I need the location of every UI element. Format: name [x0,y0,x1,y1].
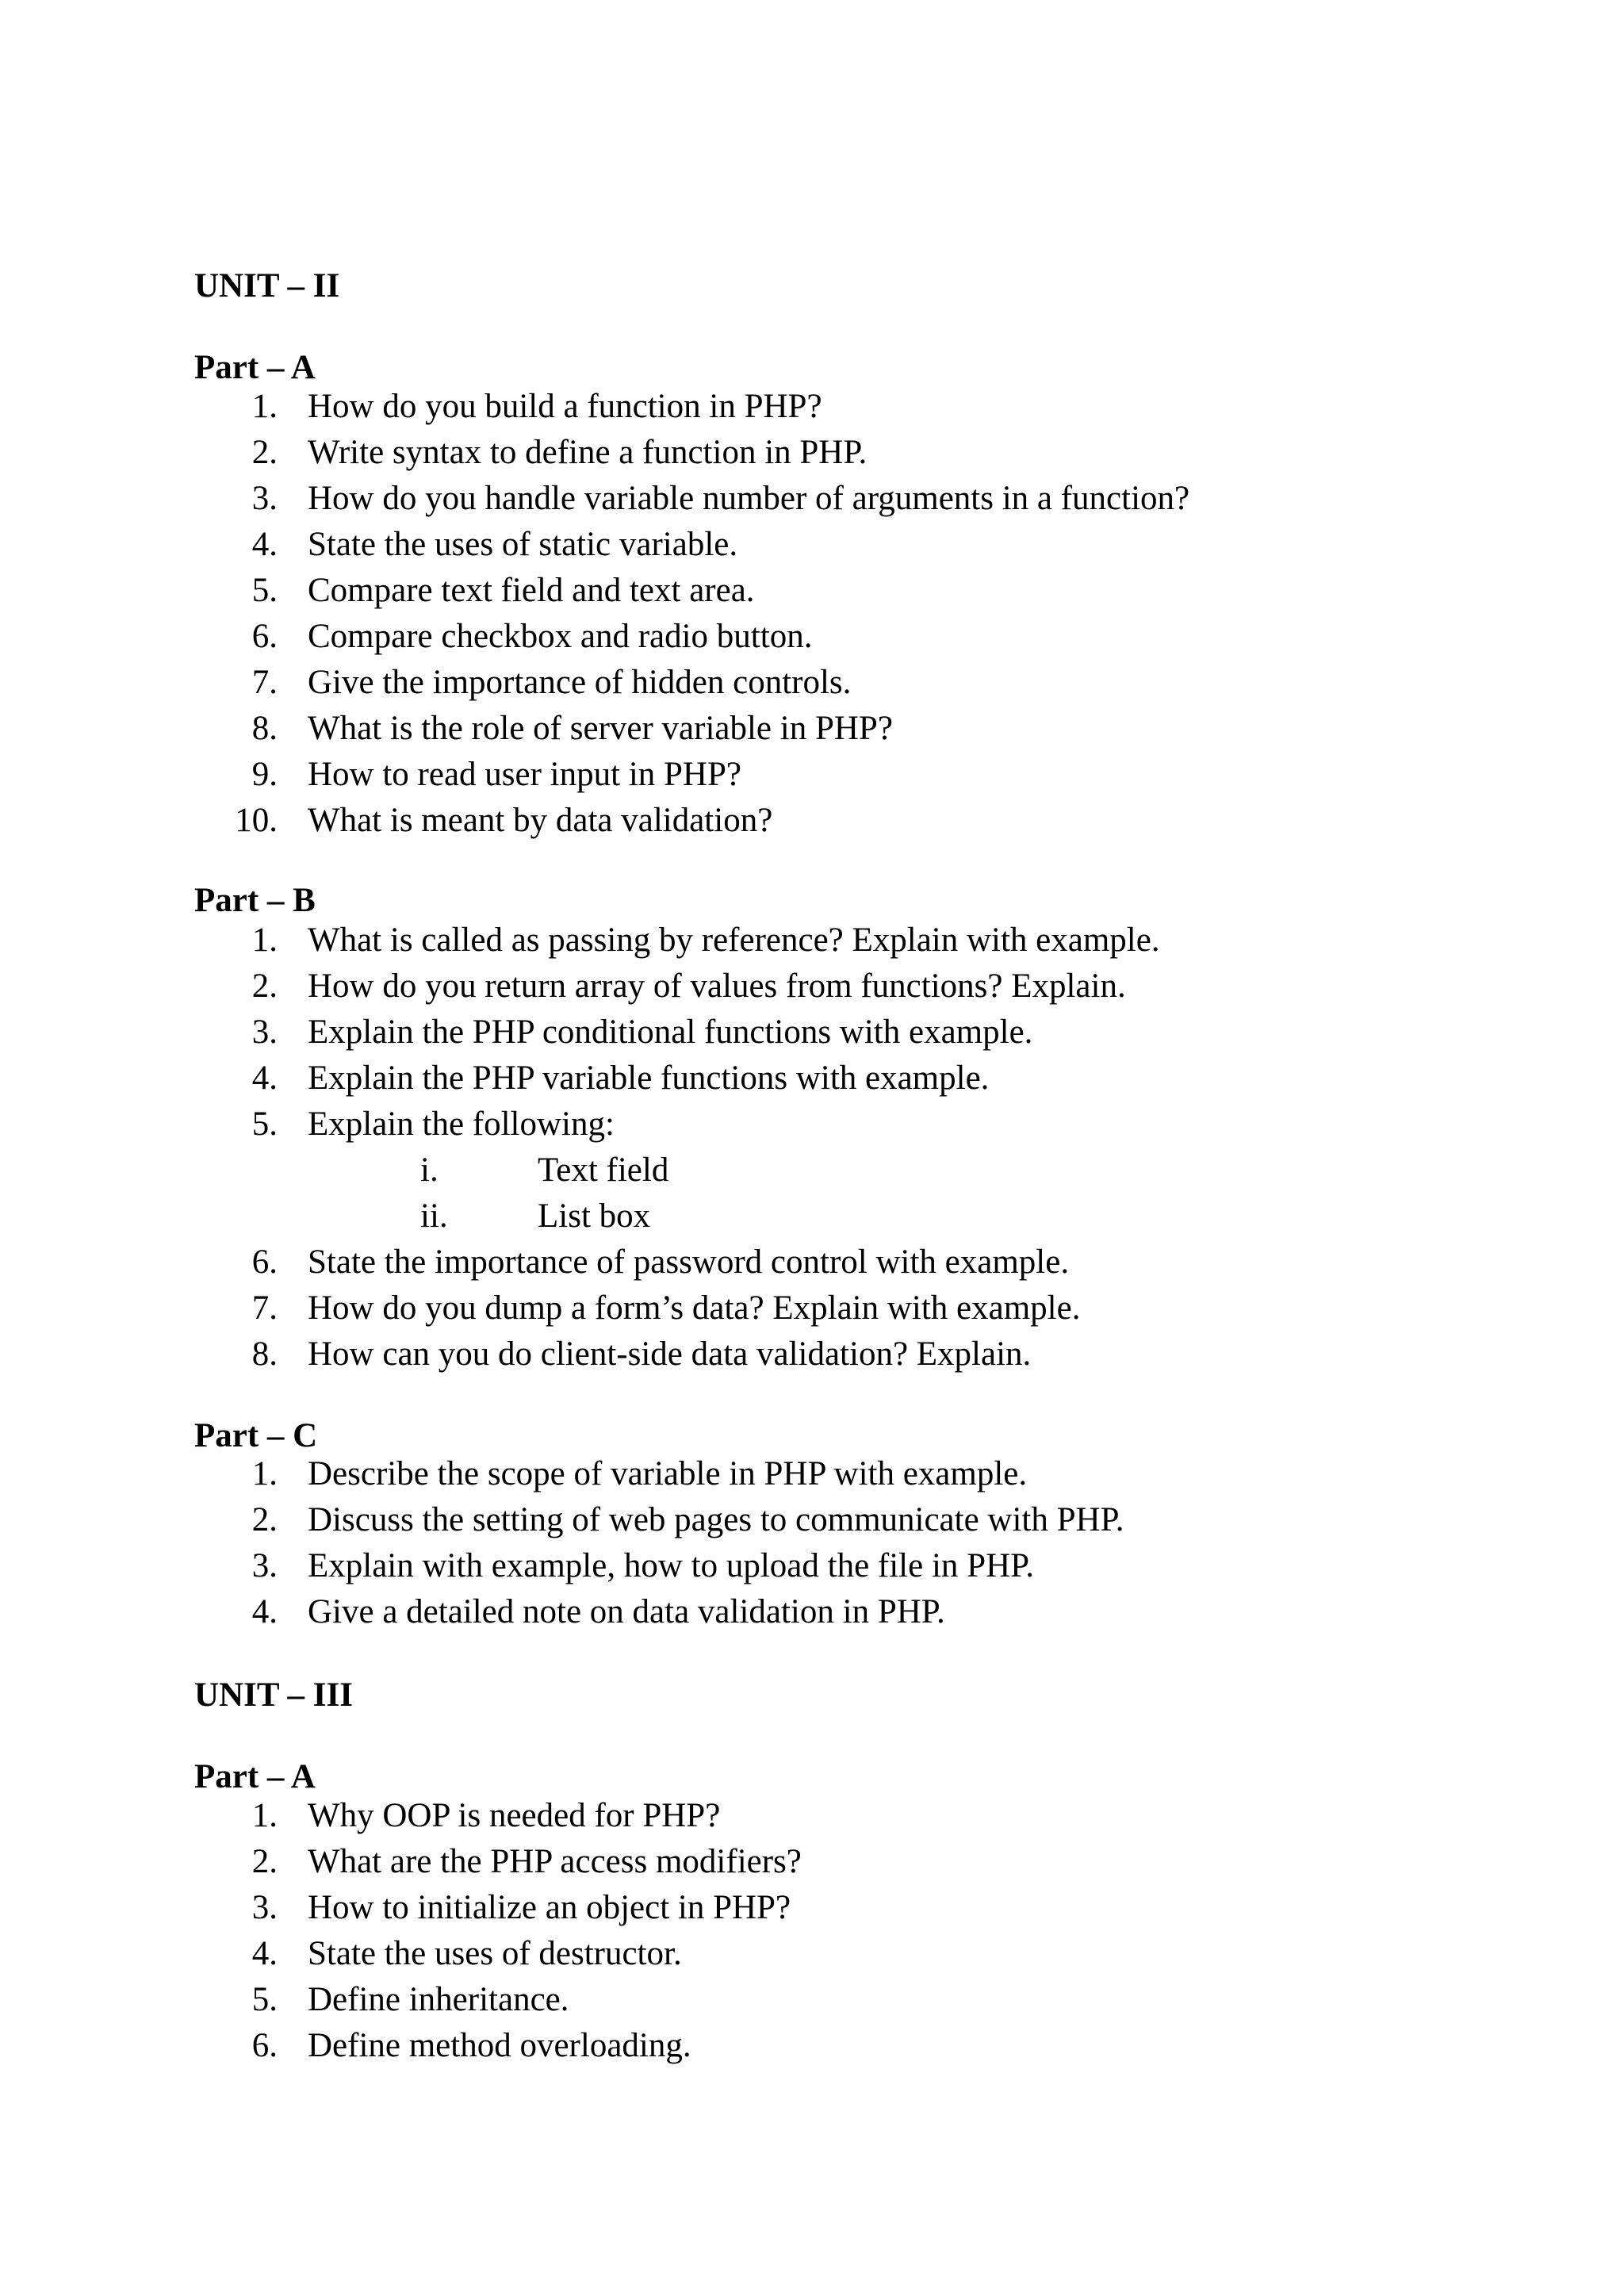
question-number: 1. [251,1455,278,1492]
question-text: How do you build a function in PHP? [308,388,822,425]
question-number: 3. [251,1547,278,1584]
unit-2-part-b-questions-second [0,1239,1624,1377]
question-item [0,1056,1624,1102]
unit-2-part-a-heading: Part – A [194,349,316,386]
question-number: 6. [251,618,278,655]
question-item [0,1839,1624,1885]
question-item [0,2023,1624,2069]
question-text: Explain the following: [308,1105,615,1143]
question-item [0,568,1624,614]
question-number: 9. [251,756,278,793]
question-text: State the importance of password control with example. [308,1243,1070,1281]
question-number: 7. [251,1289,278,1327]
question-text: Compare text field and text area. [308,572,755,609]
question-item [0,918,1624,964]
question-number: 4. [251,526,278,563]
question-text: Discuss the setting of web pages to communicate with PHP. [308,1501,1124,1538]
question-number: 8. [251,710,278,747]
sub-item [0,1148,1624,1193]
question-text: Describe the scope of variable in PHP with example. [308,1455,1028,1492]
question-item [0,430,1624,476]
question-number: 7. [251,664,278,701]
unit-2-part-c-questions [0,1451,1624,1635]
question-number: 5. [251,1105,278,1143]
question-text: Give the importance of hidden controls. [308,664,852,701]
question-text: Explain the PHP conditional functions with example. [308,1013,1033,1051]
question-number: 1. [251,1797,278,1834]
question-number: 10. [235,802,278,839]
question-text: State the uses of static variable. [308,526,738,563]
question-item [0,798,1624,844]
question-item [0,1285,1624,1331]
question-number: 6. [251,1243,278,1281]
question-number: 5. [251,1981,278,2018]
question-text: What is meant by data validation? [308,802,773,839]
question-item [0,1977,1624,2023]
question-item [0,1102,1624,1148]
question-item [0,476,1624,522]
question-text: Write syntax to define a function in PHP. [308,434,868,471]
question-number: 2. [251,434,278,471]
question-text: Give a detailed note on data validation in PHP. [308,1593,945,1630]
question-number: 3. [251,1889,278,1926]
sub-item [0,1193,1624,1239]
question-text: How do you return array of values from functions? Explain. [308,967,1126,1005]
question-number: 8. [251,1335,278,1373]
question-number: 6. [251,2027,278,2064]
question-text: How do you dump a form’s data? Explain with example. [308,1289,1081,1327]
question-text: What is the role of server variable in PHP? [308,710,893,747]
unit-2-part-b-heading: Part – B [194,882,316,919]
unit-2-part-c-heading: Part – C [194,1417,318,1454]
question-text: How to initialize an object in PHP? [308,1889,791,1926]
question-item [0,1239,1624,1285]
question-item [0,614,1624,660]
question-item [0,752,1624,798]
question-number: 3. [251,480,278,517]
question-text: Explain the PHP variable functions with example. [308,1059,990,1097]
question-item [0,1331,1624,1377]
question-text: How do you handle variable number of arguments in a function? [308,480,1190,517]
question-item [0,1885,1624,1931]
question-text: Explain with example, how to upload the file in PHP. [308,1547,1035,1584]
question-item [0,1589,1624,1635]
question-number: 1. [251,921,278,959]
question-item [0,1451,1624,1497]
question-item [0,1497,1624,1543]
question-item [0,706,1624,752]
question-number: 2. [251,1843,278,1880]
question-number: 2. [251,1501,278,1538]
unit-2-part-b-subitems [0,1148,1624,1239]
question-number: 3. [251,1013,278,1051]
unit-3-heading: UNIT – III [194,1676,353,1714]
sub-item-number: i. [420,1151,439,1189]
question-item [0,1010,1624,1056]
question-text: State the uses of destructor. [308,1935,682,1972]
unit-2-part-a-questions [0,384,1624,844]
question-number: 4. [251,1935,278,1972]
question-text: Why OOP is needed for PHP? [308,1797,721,1834]
unit-3-part-a-questions [0,1793,1624,2069]
question-number: 2. [251,967,278,1005]
sub-item-number: ii. [420,1197,448,1235]
question-item [0,964,1624,1010]
question-text: How can you do client-side data validation? Explain. [308,1335,1032,1373]
sub-item-text: List box [538,1197,651,1235]
question-item [0,660,1624,706]
question-item [0,1931,1624,1977]
question-item [0,1543,1624,1589]
question-text: Compare checkbox and radio button. [308,618,813,655]
sub-item-text: Text field [538,1151,669,1189]
question-text: How to read user input in PHP? [308,756,741,793]
question-text: Define inheritance. [308,1981,569,2018]
question-item [0,522,1624,568]
question-item [0,1793,1624,1839]
question-number: 1. [251,388,278,425]
unit-2-part-b-questions-first [0,918,1624,1148]
question-text: Define method overloading. [308,2027,691,2064]
unit-2-heading: UNIT – II [194,267,340,305]
unit-3-part-a-heading: Part – A [194,1758,316,1795]
question-number: 5. [251,572,278,609]
question-item [0,384,1624,430]
question-text: What are the PHP access modifiers? [308,1843,802,1880]
question-number: 4. [251,1593,278,1630]
question-text: What is called as passing by reference? Explain with example. [308,921,1160,959]
question-number: 4. [251,1059,278,1097]
